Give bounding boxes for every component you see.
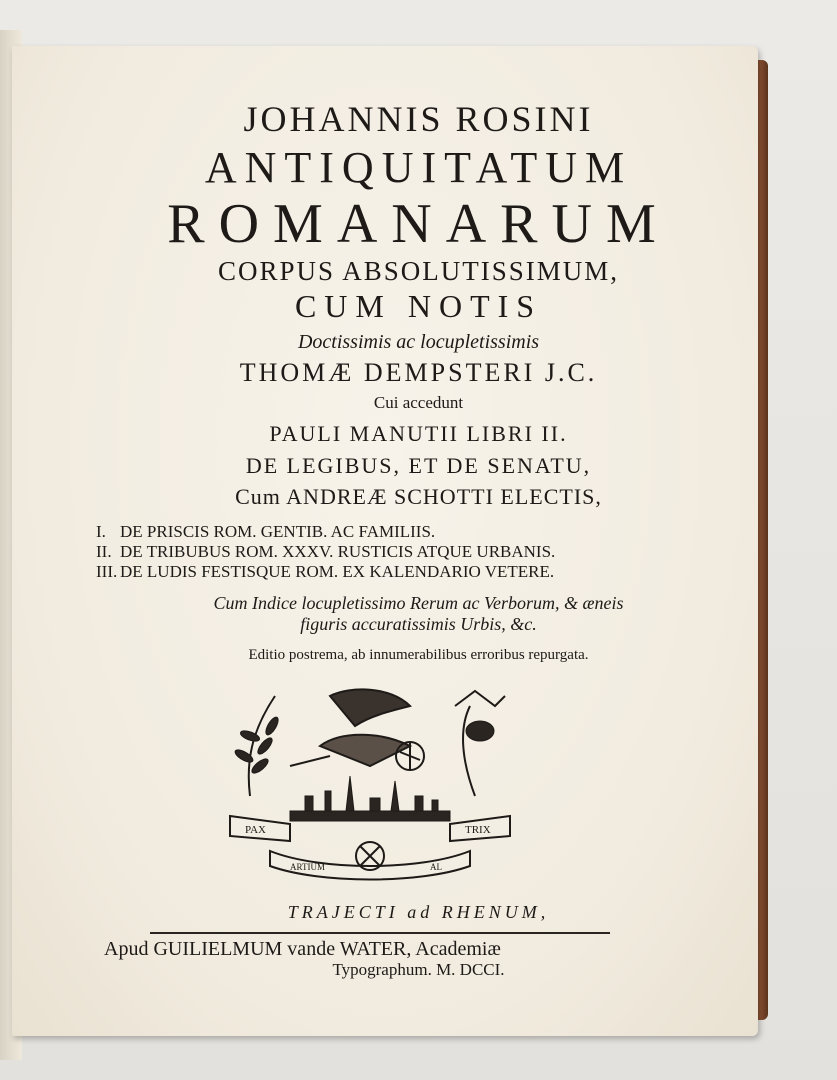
- cui-accedunt-line: Cui accedunt: [373, 393, 464, 412]
- de-legibus-line: DE LEGIBUS, ET DE SENATU,: [245, 453, 592, 478]
- cum-notis-line: CUM NOTIS: [294, 288, 543, 324]
- edition-line: Editio postrema, ab innumerabilibus erroribus repurgata.: [248, 647, 589, 663]
- banner-lower-right-text: AL: [430, 862, 442, 872]
- schott-line: Cum ANDREÆ SCHOTTI ELECTIS,: [235, 484, 602, 509]
- list-text: DE LUDIS FESTISQUE ROM. EX KALENDARIO VETERE.: [120, 562, 555, 581]
- author-line: JOHANNIS ROSINI: [243, 99, 594, 139]
- contents-list-item: [96, 542, 555, 562]
- laurel-branch-icon: [233, 696, 280, 796]
- winged-figure-icon: [290, 689, 424, 770]
- subtitle-line: CORPUS ABSOLUTISSIMUM,: [217, 256, 620, 286]
- contents-list-item: [96, 522, 435, 542]
- doctissimis-line: Doctissimis ac locupletissimis: [297, 331, 540, 353]
- imprint-printer: Apud GUILIELMUM vande WATER, Academiæ: [104, 938, 501, 960]
- imprint-place: TRAJECTI ad RHENUM,: [287, 902, 550, 922]
- dempster-line: THOMÆ DEMPSTERI J.C.: [239, 358, 598, 387]
- index-line-1: Cum Indice locupletissimo Rerum ac Verborum, & æneis: [213, 593, 624, 613]
- list-number: III.: [96, 562, 118, 581]
- list-number: I.: [96, 522, 106, 541]
- contents-list-item: [96, 562, 554, 582]
- manutius-line: PAULI MANUTII LIBRI II.: [269, 421, 568, 446]
- index-line-2: figuris accuratissimis Urbis, &c.: [300, 614, 537, 634]
- imprint-rule: [150, 932, 610, 934]
- banner-left-text: PAX: [245, 824, 266, 836]
- title-line-1: ANTIQUITATUM: [204, 143, 633, 192]
- imprint-role-date: Typographum. M. DCCI.: [332, 960, 505, 979]
- city-skyline-icon: [290, 776, 450, 821]
- banner-right-text: TRIX: [465, 824, 491, 836]
- printers-device-vignette: [220, 686, 518, 886]
- banner-lower-left-text: ARTIUM: [290, 862, 325, 872]
- list-text: DE TRIBUBUS ROM. XXXV. RUSTICIS ATQUE URBANIS.: [120, 542, 556, 561]
- list-text: DE PRISCIS ROM. GENTIB. AC FAMILIIS.: [120, 522, 436, 541]
- title-line-2: ROMANARUM: [167, 193, 670, 255]
- cornucopia-icon: [455, 691, 505, 796]
- list-number: II.: [96, 542, 112, 561]
